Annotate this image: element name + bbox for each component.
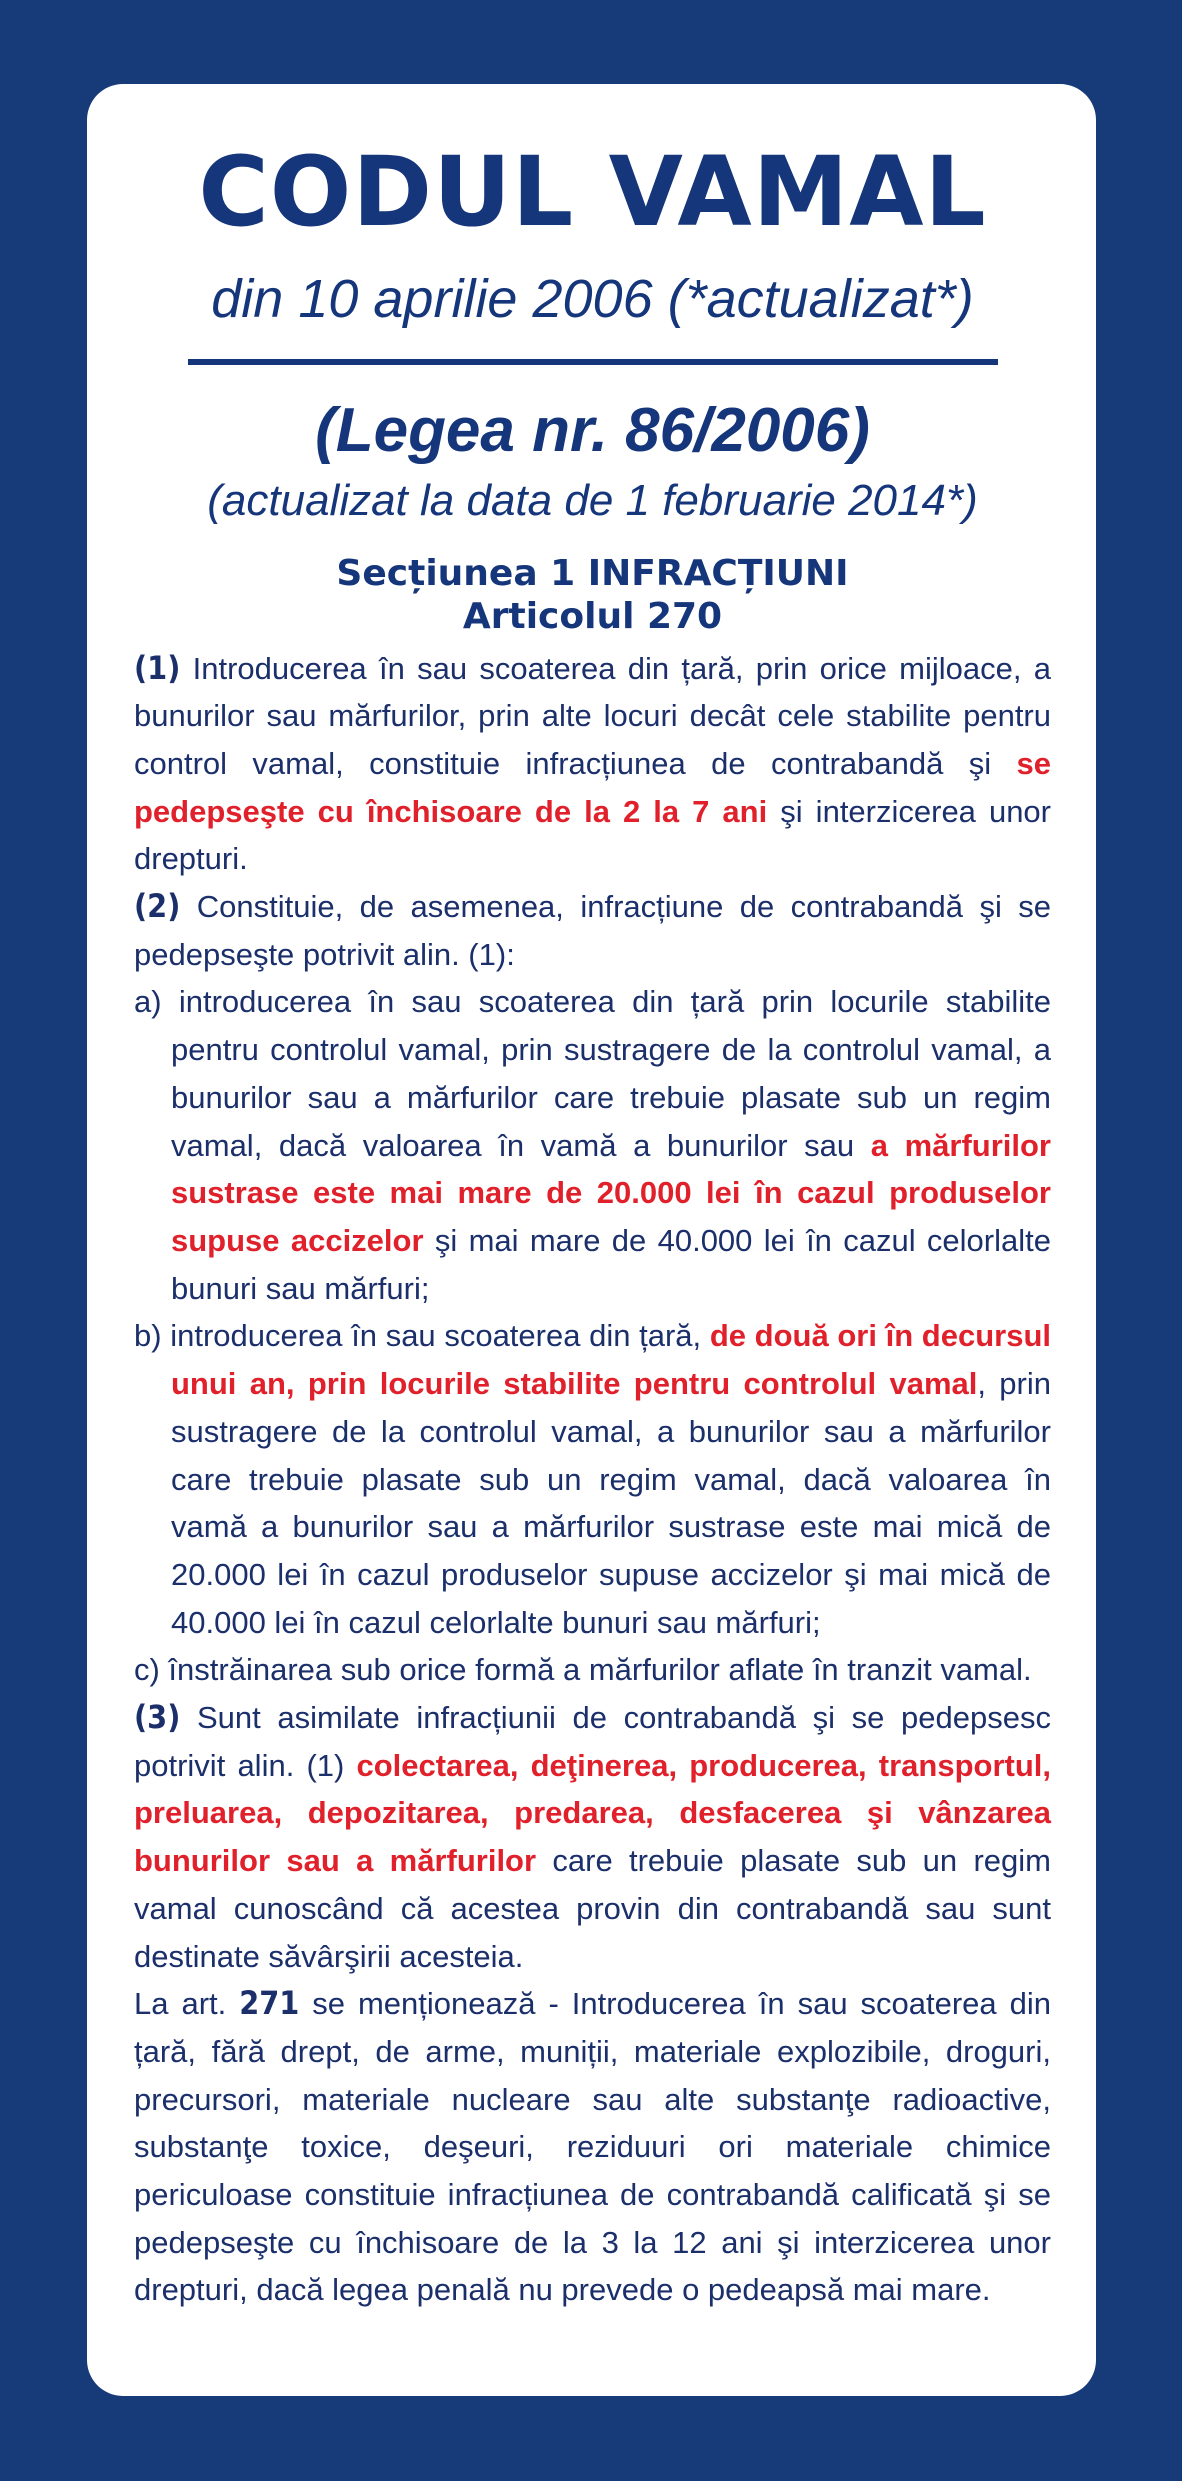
- paragraph-number: (3): [134, 1698, 181, 1737]
- article-number: 271: [239, 1984, 300, 2023]
- list-item-a: [134, 978, 1051, 1312]
- highlighted-text: de două ori în decursul unui an, prin locurile stabilite pentru controlul vamal: [171, 1318, 1051, 1402]
- highlighted-text: colectarea, deţinerea, producerea, transportul, preluarea, depozitarea, predarea, desfacerea şi vânzarea bunurilor sau a mărfurilor: [134, 1747, 1052, 1879]
- article-body: [134, 645, 1051, 2315]
- section-heading: Secțiunea 1 INFRACȚIUNI: [336, 553, 849, 595]
- document-card: [87, 84, 1096, 2396]
- article-271-note: [134, 1980, 1051, 2314]
- paragraph-number: (2): [134, 887, 181, 926]
- paragraph-1: [134, 645, 1051, 884]
- item-text: şi mai mare de 40.000 lei în cazul celorlalte bunuri sau mărfuri;: [171, 1222, 1051, 1306]
- paragraph-3: [134, 1694, 1051, 1980]
- paragraph-2: [134, 883, 1051, 978]
- highlighted-text: a mărfurilor sustrase este mai mare de 20.000 lei în cazul produselor supuse accizelor: [171, 1127, 1051, 1258]
- item-text: , prin sustragere de la controlul vamal, a bunurilor sau a mărfurilor care trebuie plasate sub un regim vamal, dacă valoarea în vamă a bunurilor sau a mărfurilor sustrase este mai mică de 20.000 lei în cazul produselor supuse accizelor şi mai mică de 40.000 lei în cazul celorlalte bunuri sau mărfuri;: [171, 1366, 1051, 1640]
- paragraph-number: (1): [134, 648, 181, 687]
- item-text: a) introducerea în sau scoaterea din țară prin locurile stabilite pentru controlul vamal, prin sustragere de la controlul vamal, a bunurilor sau a mărfurilor care trebuie plasate sub un regim vamal, dacă valoarea în vamă a bunurilor sau: [134, 984, 1051, 1163]
- paragraph-text: Sunt asimilate infracțiunii de contrabandă şi se pedepsesc potrivit alin. (1): [134, 1700, 1051, 1783]
- item-text: b) introducerea în sau scoaterea din țară,: [134, 1318, 710, 1354]
- document-subtitle: din 10 aprilie 2006 (*actualizat*): [211, 269, 974, 329]
- paragraph-text: Introducerea în sau scoaterea din țară, prin orice mijloace, a bunurilor sau mărfurilor, prin alte locuri decât cele stabilite pentru control vamal, constituie infracțiunea de contrabandă şi: [134, 650, 1051, 781]
- law-reference: (Legea nr. 86/2006): [315, 396, 870, 466]
- update-note: (actualizat la data de 1 februarie 2014*): [207, 475, 978, 525]
- note-text: se menționează - Introducerea în sau scoaterea din țară, fără drept, de arme, muniții, materiale explozibile, droguri, precursori, materiale nucleare sau alte substanţe radioactive, substanţe toxice, deşeuri, reziduuri ori materiale chimice periculoase constituie infracțiunea de contrabandă calificată şi se pedepseşte cu închisoare de la 3 la 12 ani şi interzicerea unor drepturi, dacă legea penală nu prevede o pedeapsă mai mare.: [134, 1986, 1051, 2308]
- list-item-b: [134, 1312, 1051, 1646]
- document-title: CODUL VAMAL: [198, 136, 987, 248]
- paragraph-text: care trebuie plasate sub un regim vamal cunoscând că acestea provin din contrabandă sau sunt destinate săvârşirii acesteia.: [134, 1843, 1051, 1974]
- list-item-c: c) înstrăinarea sub orice formă a mărfurilor aflate în tranzit vamal.: [134, 1652, 1032, 1688]
- paragraph-text: Constituie, de asemenea, infracțiune de contrabandă şi se pedepseşte potrivit alin. (1):: [134, 889, 1051, 972]
- note-text: La art.: [134, 1986, 240, 2022]
- highlighted-penalty: se pedepseşte cu închisoare de la 2 la 7 ani: [134, 745, 1051, 829]
- paragraph-text: şi interzicerea unor drepturi.: [134, 793, 1051, 877]
- article-heading: Articolul 270: [462, 596, 723, 638]
- divider: [188, 359, 998, 365]
